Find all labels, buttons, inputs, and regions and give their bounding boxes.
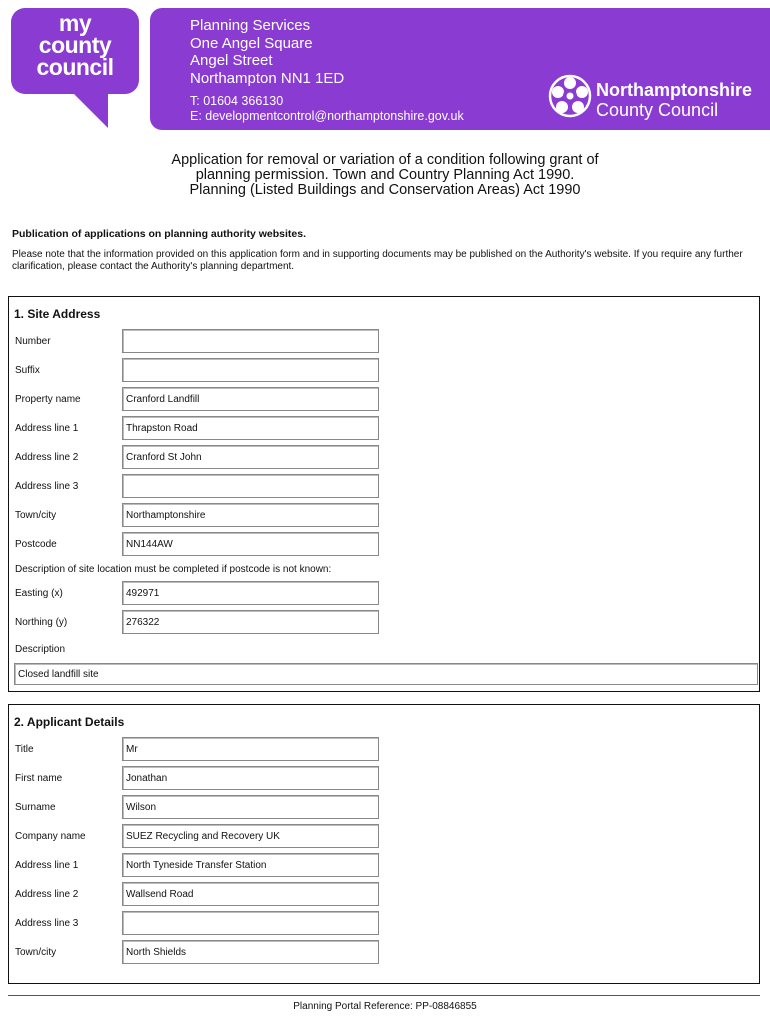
office-address xyxy=(190,17,344,87)
postcode-field[interactable]: NN144AW xyxy=(122,532,379,556)
field-label: Address line 2 xyxy=(15,889,79,900)
field-row xyxy=(15,532,755,558)
address-line-1-field[interactable]: Thrapston Road xyxy=(122,416,379,440)
title-line: planning permission. Town and Country Planning Act 1990. xyxy=(195,167,575,183)
field-row xyxy=(15,824,755,850)
field-row xyxy=(15,503,755,529)
rose-crest-icon xyxy=(548,74,592,118)
field-row xyxy=(15,882,755,908)
easting-field[interactable]: 492971 xyxy=(122,581,379,605)
field-row xyxy=(15,940,755,966)
number-field[interactable] xyxy=(122,329,379,353)
first-name-field[interactable]: Jonathan xyxy=(122,766,379,790)
publication-note: Please note that the information provided on this application form and in supporting documents may be published on the Authority's website. If you require any further clarification, please contact the Authority's planning department. xyxy=(12,249,743,272)
field-row xyxy=(15,329,755,355)
address-line: Northampton NN1 1ED xyxy=(190,69,345,87)
field-label: Town/city xyxy=(15,510,57,521)
field-label: Suffix xyxy=(15,365,40,376)
field-row xyxy=(15,853,755,879)
publication-heading: Publication of applications on planning authority websites. xyxy=(12,228,307,240)
contact-details xyxy=(190,94,464,124)
field-row xyxy=(15,766,755,792)
field-label: Number xyxy=(15,336,51,347)
field-label: Surname xyxy=(15,802,56,813)
title-line: Application for removal or variation of a condition following grant of xyxy=(171,152,599,168)
field-row xyxy=(15,795,755,821)
property-name-field[interactable]: Cranford Landfill xyxy=(122,387,379,411)
address-line-3-field[interactable] xyxy=(122,474,379,498)
email-address[interactable]: E: developmentcontrol@northamptonshire.gov.uk xyxy=(190,109,464,123)
council-name: County Council xyxy=(596,100,719,120)
council-logo-text xyxy=(11,12,139,78)
title-line: Planning (Listed Buildings and Conservation Areas) Act 1990 xyxy=(189,182,581,198)
company-name-field[interactable]: SUEZ Recycling and Recovery UK xyxy=(122,824,379,848)
field-row xyxy=(15,358,755,384)
town-city-field[interactable]: North Shields xyxy=(122,940,379,964)
field-row xyxy=(15,911,755,937)
field-label: Company name xyxy=(15,831,86,842)
field-row xyxy=(15,737,755,763)
field-row xyxy=(15,416,755,442)
description-label: Description xyxy=(15,644,66,655)
phone-number: T: 01604 366130 xyxy=(190,94,284,108)
town-city-field[interactable]: Northamptonshire xyxy=(122,503,379,527)
suffix-field[interactable] xyxy=(122,358,379,382)
field-row xyxy=(15,387,755,413)
address-line-2-field[interactable]: Cranford St John xyxy=(122,445,379,469)
title-field[interactable]: Mr xyxy=(122,737,379,761)
address-line: Planning Services xyxy=(190,17,311,34)
county-name: Northamptonshire xyxy=(596,80,753,100)
section-title: 2. Applicant Details xyxy=(14,715,125,729)
field-label: Northing (y) xyxy=(15,617,68,628)
field-label: Address line 1 xyxy=(15,860,79,871)
council-logo-tail xyxy=(70,90,108,128)
logo-line-3: council xyxy=(36,54,114,80)
address-line-1-field[interactable]: North Tyneside Transfer Station xyxy=(122,853,379,877)
field-label: Address line 3 xyxy=(15,918,79,929)
field-label: Address line 2 xyxy=(15,452,79,463)
applicant-details-section xyxy=(8,704,760,984)
field-label: Postcode xyxy=(15,539,57,550)
section-title: 1. Site Address xyxy=(14,307,101,321)
northing-field[interactable]: 276322 xyxy=(122,610,379,634)
field-label: Town/city xyxy=(15,947,57,958)
address-line-2-field[interactable]: Wallsend Road xyxy=(122,882,379,906)
field-row xyxy=(15,610,755,636)
address-line-3-field[interactable] xyxy=(122,911,379,935)
field-label: Address line 3 xyxy=(15,481,79,492)
address-line: One Angel Square xyxy=(190,34,313,52)
field-row xyxy=(15,581,755,607)
field-label: First name xyxy=(15,773,63,784)
logo-line-2: county xyxy=(38,32,112,58)
field-label: Easting (x) xyxy=(15,588,63,599)
description-field[interactable]: Closed landfill site xyxy=(14,663,758,685)
field-label: Title xyxy=(15,744,34,755)
site-address-section xyxy=(8,296,760,692)
county-council-name xyxy=(596,80,752,120)
form-title xyxy=(0,153,770,198)
field-row xyxy=(15,474,755,500)
header-banner xyxy=(150,8,770,130)
field-label: Address line 1 xyxy=(15,423,79,434)
field-label: Property name xyxy=(15,394,81,405)
field-row xyxy=(15,445,755,471)
footer-divider xyxy=(8,995,760,996)
logo-line-1: my xyxy=(58,10,92,36)
surname-field[interactable]: Wilson xyxy=(122,795,379,819)
portal-reference: Planning Portal Reference: PP-08846855 xyxy=(293,1001,477,1012)
location-note: Description of site location must be completed if postcode is not known: xyxy=(15,564,332,575)
address-line: Angel Street xyxy=(190,52,273,69)
